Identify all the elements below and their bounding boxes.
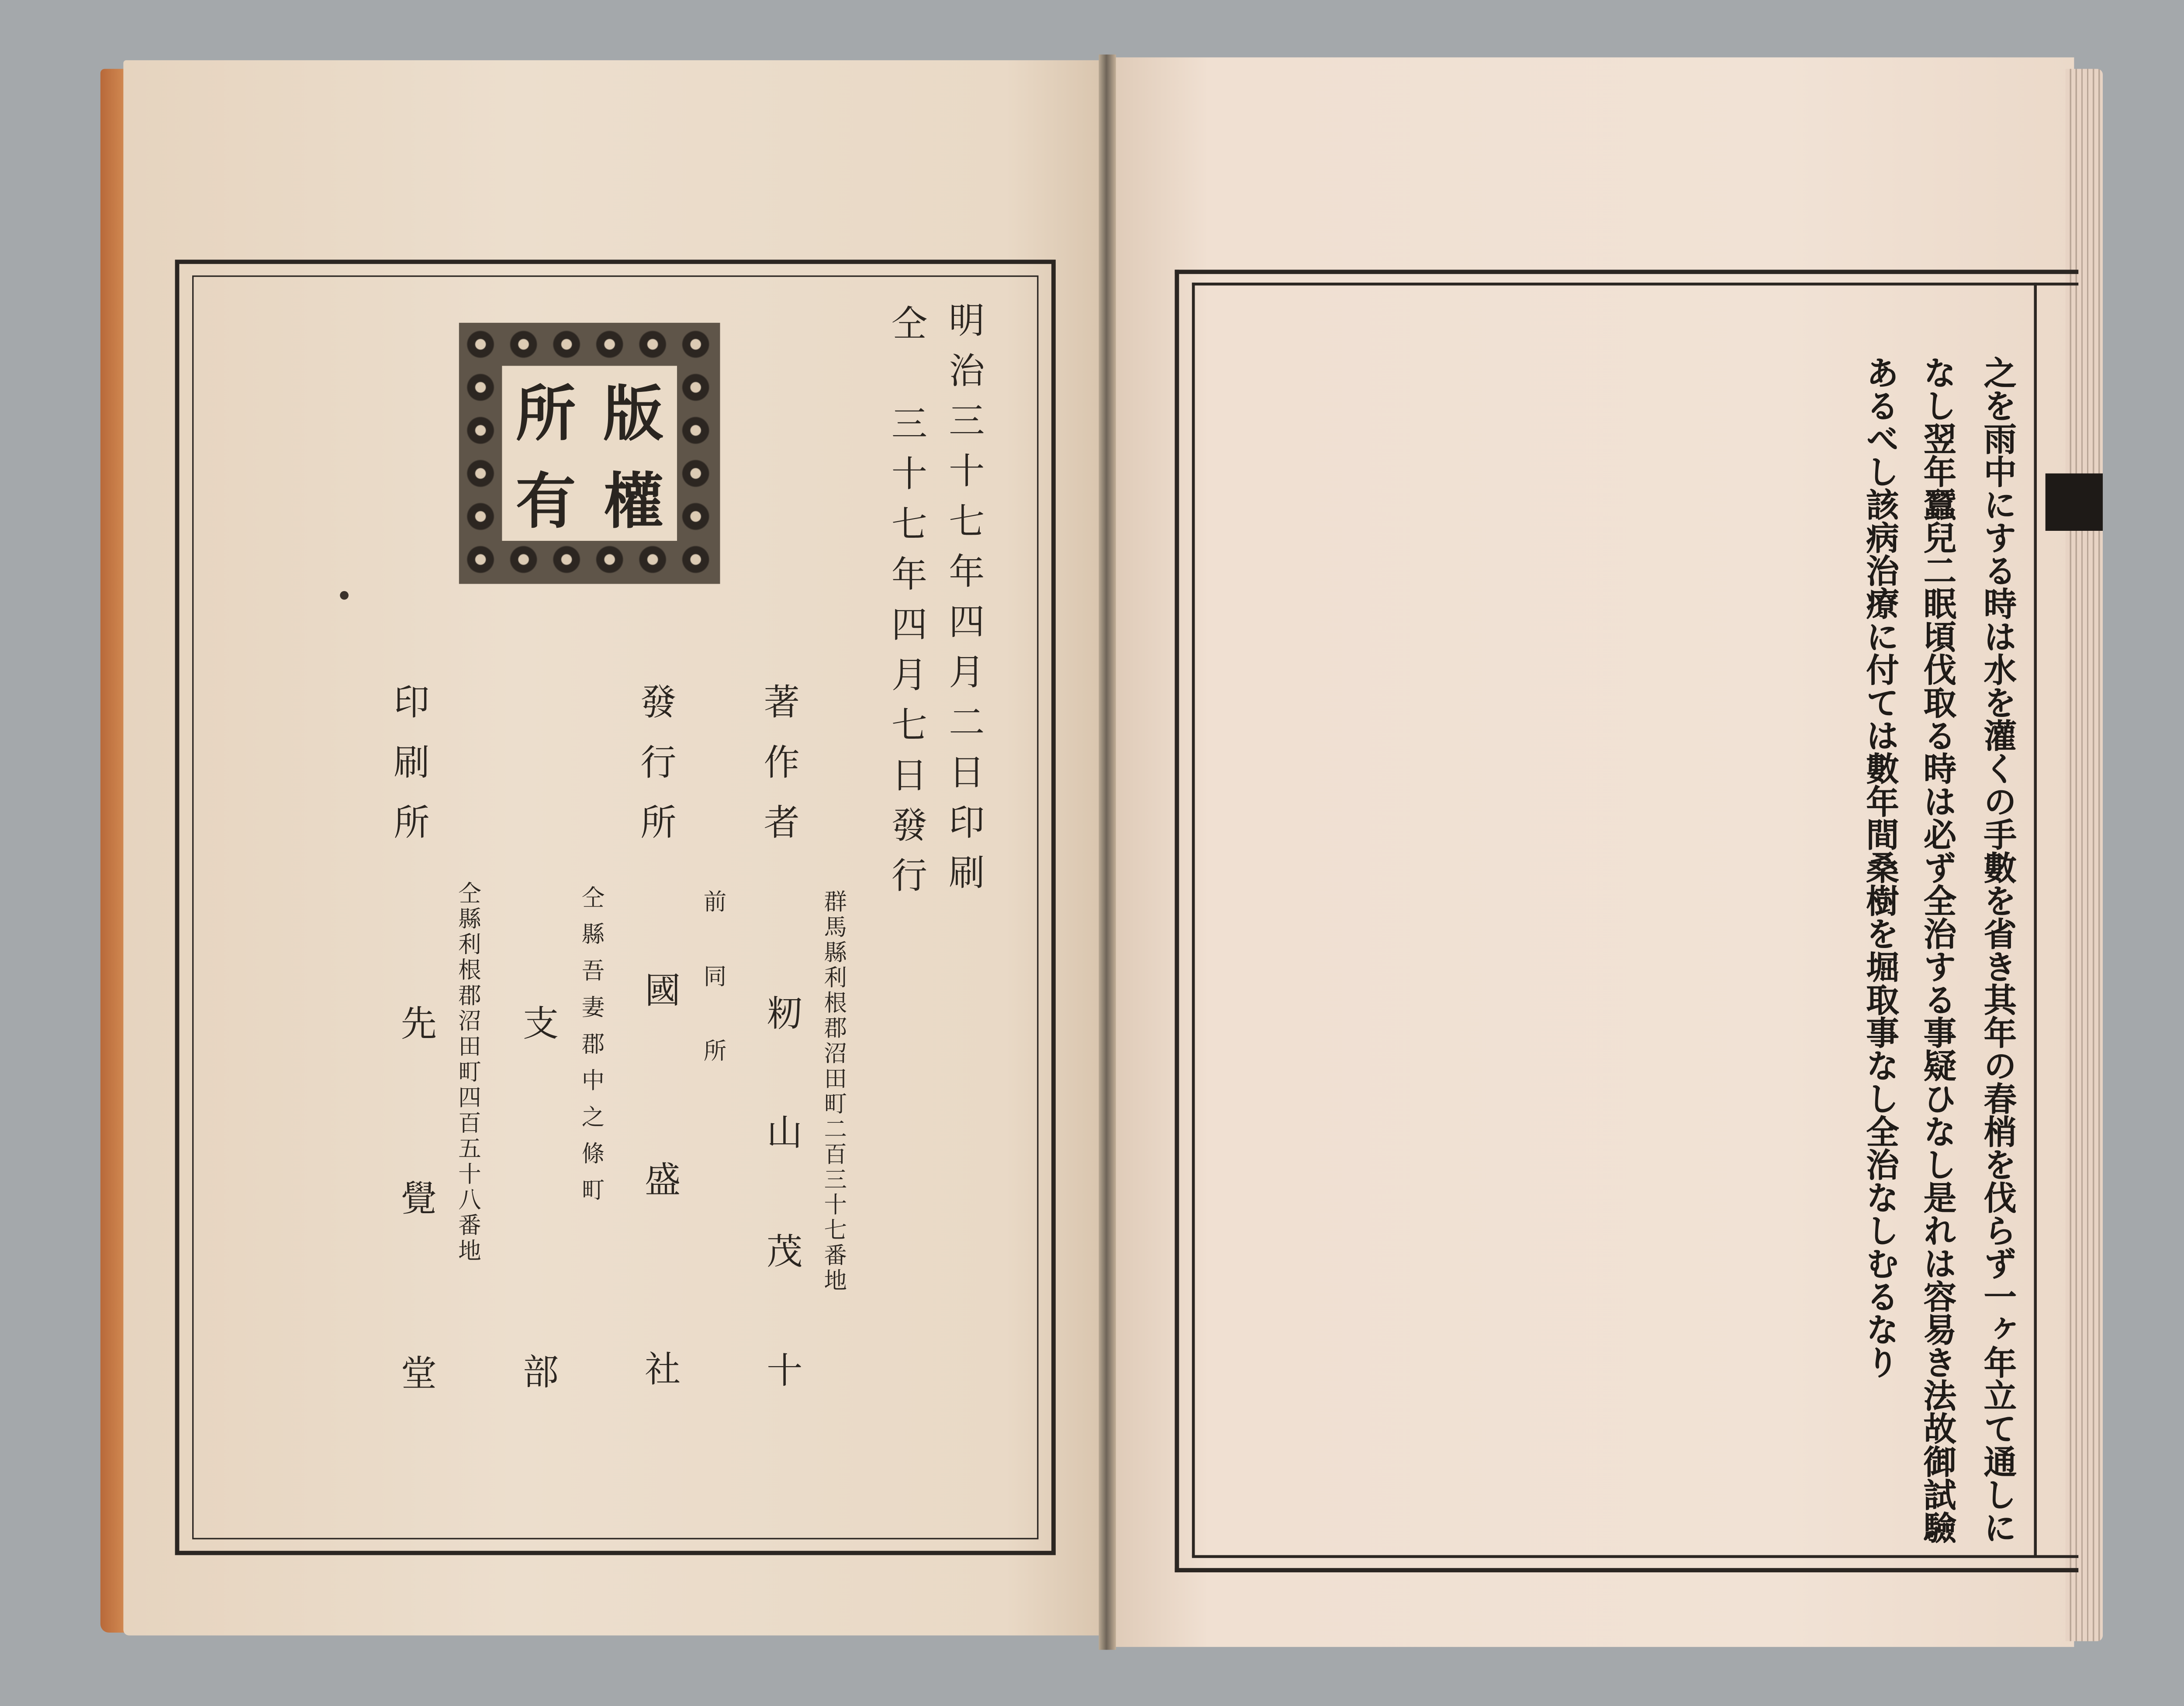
page-tab-mark: [2046, 474, 2103, 531]
text-frame-top-inner-rule: [1192, 283, 2078, 285]
seal-char-top-left: 所: [515, 378, 576, 449]
printer-address: 仝縣利根郡沼田町四百五十八番地: [454, 881, 482, 1264]
seal-char-bottom-left: 有: [515, 465, 576, 536]
text-frame-left-rule: [1175, 270, 1179, 1572]
text-line-1: 之を雨中にする時は水を灌くの手數を省き其年の春梢を伐らず一ヶ年立て通しに: [1978, 356, 2017, 1544]
page-edges: [2066, 69, 2103, 1641]
text-frame-bottom-rule: [1175, 1568, 2078, 1572]
publisher-address: 前同所: [700, 889, 727, 1114]
branch-name: 支部: [518, 1004, 560, 1702]
branch-address: 仝縣吾妻郡中之條町: [578, 885, 605, 1215]
seal-char-bottom-right: 權: [603, 465, 663, 536]
seal-inner: [502, 366, 677, 541]
ink-dot: [340, 591, 349, 600]
author-address: 群馬縣利根郡沼田町二百三十七番地: [820, 889, 848, 1294]
text-frame-right-inner-rule: [2034, 283, 2036, 1557]
text-frame-left-inner-rule: [1192, 283, 1194, 1557]
copyright-seal: [459, 323, 720, 584]
printer-label: 印刷所: [388, 683, 431, 864]
author-label: 著作者: [759, 683, 801, 864]
author-name: 籾山茂十: [761, 994, 803, 1471]
publisher-label: 發行所: [635, 683, 677, 864]
text-line-3: あるべし該病治療に付ては數年間桑樹を堀取事なし全治なしむるなり: [1860, 356, 1899, 1379]
publish-date: 仝 三十七年四月七日發行: [886, 304, 928, 907]
publisher-name: 國盛社: [639, 971, 681, 1540]
book-spine: [1099, 55, 1116, 1650]
seal-char-top-right: 版: [603, 378, 663, 449]
printer-name: 先覺堂: [396, 1004, 438, 1530]
text-frame-bottom-inner-rule: [1192, 1555, 2078, 1557]
print-date: 明治三十七年四月二日印刷: [943, 301, 985, 904]
text-line-2: なし翌年蠶兒二眠頃伐取る時は必ず全治する事疑ひなし是れは容易き法故御試驗: [1918, 356, 1957, 1544]
text-frame-top-rule: [1175, 270, 2078, 274]
